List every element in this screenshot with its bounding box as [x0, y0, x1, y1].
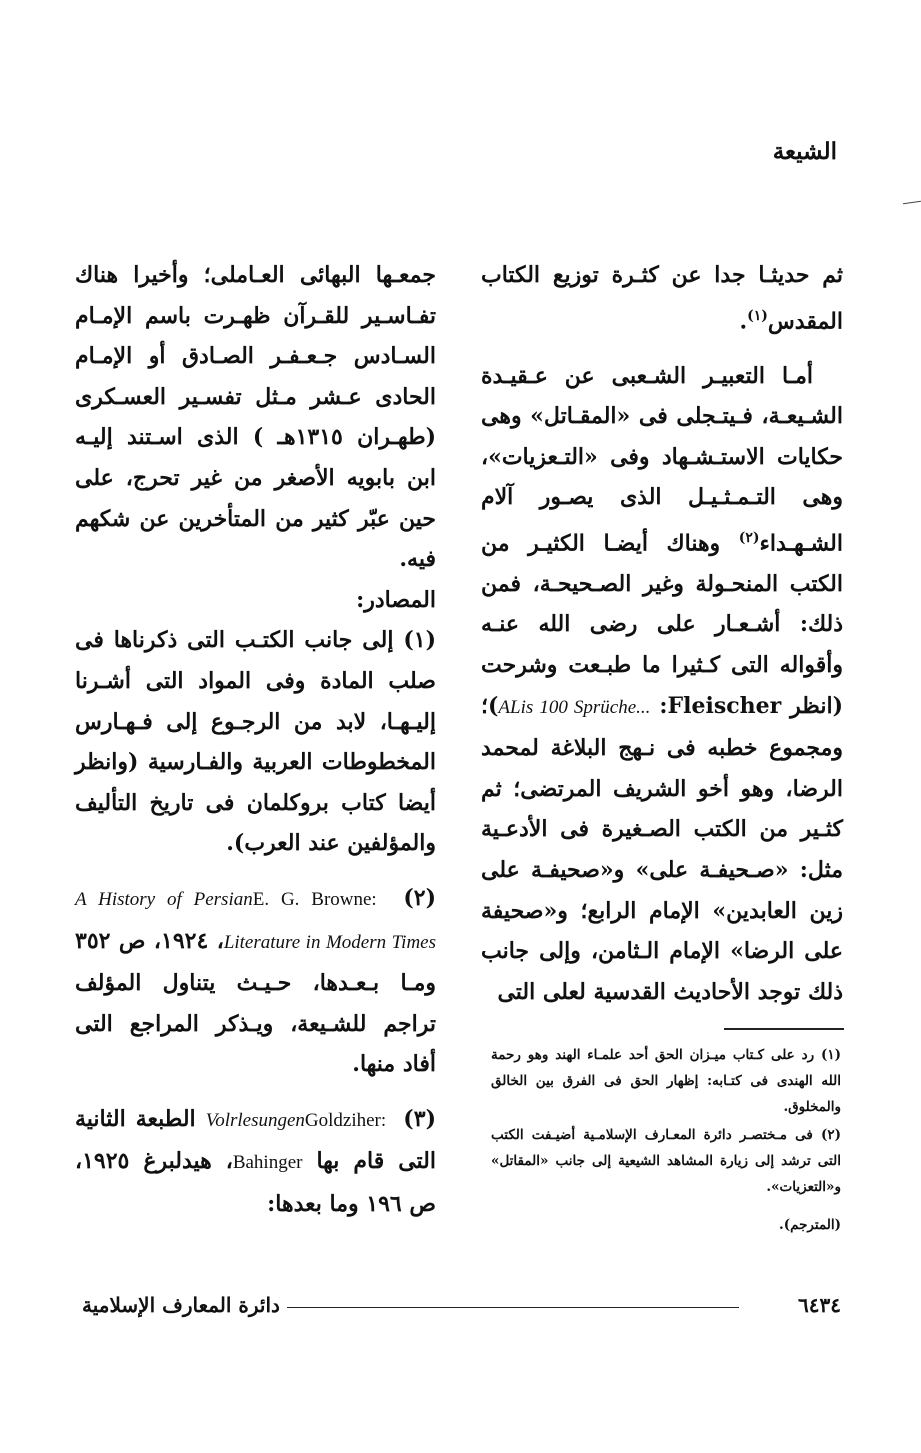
footnote-ref-2[interactable]: (٢): [738, 529, 760, 546]
right-paragraph-2: [481, 356, 843, 1013]
right-paragraph-1-text: ثم حديثـا جدا عن كثـرة توزيع الكتاب المقدس: [481, 262, 843, 334]
footnote-ref-1[interactable]: (١): [747, 307, 768, 324]
source-3-rest: ، هيدلبرغ ١٩٢٥، ص ١٩٦ وما بعدها:: [75, 1148, 436, 1218]
source-2-title: A History of Persian Literature in Modern Times: [75, 888, 436, 953]
right-paragraph-2-text-a: أمـا التعبيـر الشـعبى عن عـقيـدة الشـيعـة، فـيتـجلى فى «المقـاتل» وهى حكايات الاستـشـهاد وفى «التـعزيات»، وهى التـمـثـيـل الذى يصـور آلام الشـهـداء: [481, 362, 843, 557]
source-3-editor: Bahinger: [232, 1152, 303, 1174]
page-footer: [82, 1293, 841, 1323]
footnote-2: (٢) فى مـختصـر دائرة المعـارف الإسلامـية أضيـفت الكتب التى ترشد إلى زيارة المشاهد الشيعية إلى جانب «المقاتل» و«التعزيات».: [491, 1127, 841, 1195]
left-paragraph-1: جمعـها البهائى العـاملى؛ وأخيرا هناك تفـاسـير للقـرآن ظهـرت باسم الإمـام السـادس جـعـفـر الصـادق أو الإمـام الحادى عـشر مـثل تفسـير العسـكرى (طهـران ١٣١٥هـ ) الذى اسـتند إليـه ابن بابويه الأصغر من غير تحرج، على حين عبّر كثير من المتأخرين عن شكهم فيه.: [75, 262, 436, 573]
left-column: [75, 255, 436, 1225]
source-2-number: (٢): [388, 884, 437, 911]
source-3: [75, 1099, 436, 1225]
right-paragraph-1-end: .: [739, 307, 748, 334]
footer-divider: [287, 1307, 739, 1308]
source-2-rest: ، ١٩٢٤، ص ٣٥٢ ومـا بـعـدها، حـيـث يتناول المؤلف تراجم للشـيعة، ويـذكر المراجع التى أفاد منها.: [75, 927, 436, 1078]
footnote-divider: [724, 1028, 844, 1030]
page-header-title: الشيعة: [772, 138, 837, 165]
right-paragraph-1: [481, 255, 843, 342]
translator-note: (المترجم).: [779, 1217, 841, 1233]
source-3-author: Goldziher:: [304, 1109, 394, 1131]
page-number: ٦٤٣٤: [798, 1293, 841, 1317]
source-1: (١) إلى جانب الكتـب التى ذكرناها فى صلب المادة وفى المواد التى أشـرنا إليـهـا، لابد من الرجـوع إلى فـهـارس المخطوطات العربية والفـارسية (وانظر أيضا كتاب بروكلمان فى تاريخ التأليف والمؤلفين عند العرب).: [75, 627, 436, 857]
source-3-title: Volrlesungen: [205, 1109, 305, 1131]
source-3-mid: الطبعة الثانية التى قام بها: [75, 1105, 436, 1175]
publication-name: دائرة المعارف الإسلامية: [82, 1293, 280, 1317]
sources-heading: المصادر:: [356, 586, 436, 613]
footnotes: [491, 1042, 841, 1240]
right-column: [481, 255, 843, 1012]
source-2-author: E. G. Browne:: [252, 888, 389, 910]
source-3-number: (٣): [393, 1105, 436, 1132]
right-paragraph-2-text-c: )؛ ومجموع خطبه فى نـهج البلاغة لمحمد الرضا، وهو أخو الشريف المرتضى؛ ثم كثـير من الكتب الصـغيرة فى الأدعـية مثل: «صـحيفـة على» و«صحيفـة على زين العابدين» الإمام الرابع؛ و«صحيفة على الرضا» الإمام الـثامن، وإلى جانب ذلك توجد الأحاديث القدسية لعلى التى: [481, 692, 843, 1005]
source-2: [75, 878, 436, 1085]
scan-edge-mark: [903, 201, 921, 204]
footnote-1: (١) رد على كـتاب ميـزان الحق أحد علمـاء الهند وهو رحمة الله الهندى فى كتـابه: إظهار الحق فى الفرق بين الخالق والمخلوق.: [491, 1047, 841, 1115]
right-paragraph-2-text-b: وهناك أيضـا الكثيـر من الكتب المنحـولة وغير الصـحيحـة، فمن ذلك: أشـعـار على رضى الله عنـه وأقواله التى كـثيرا ما طبـعت وشرحت (انظر Fleischer:: [481, 530, 843, 719]
latin-reference: ALis 100 Sprüche...: [498, 696, 651, 718]
